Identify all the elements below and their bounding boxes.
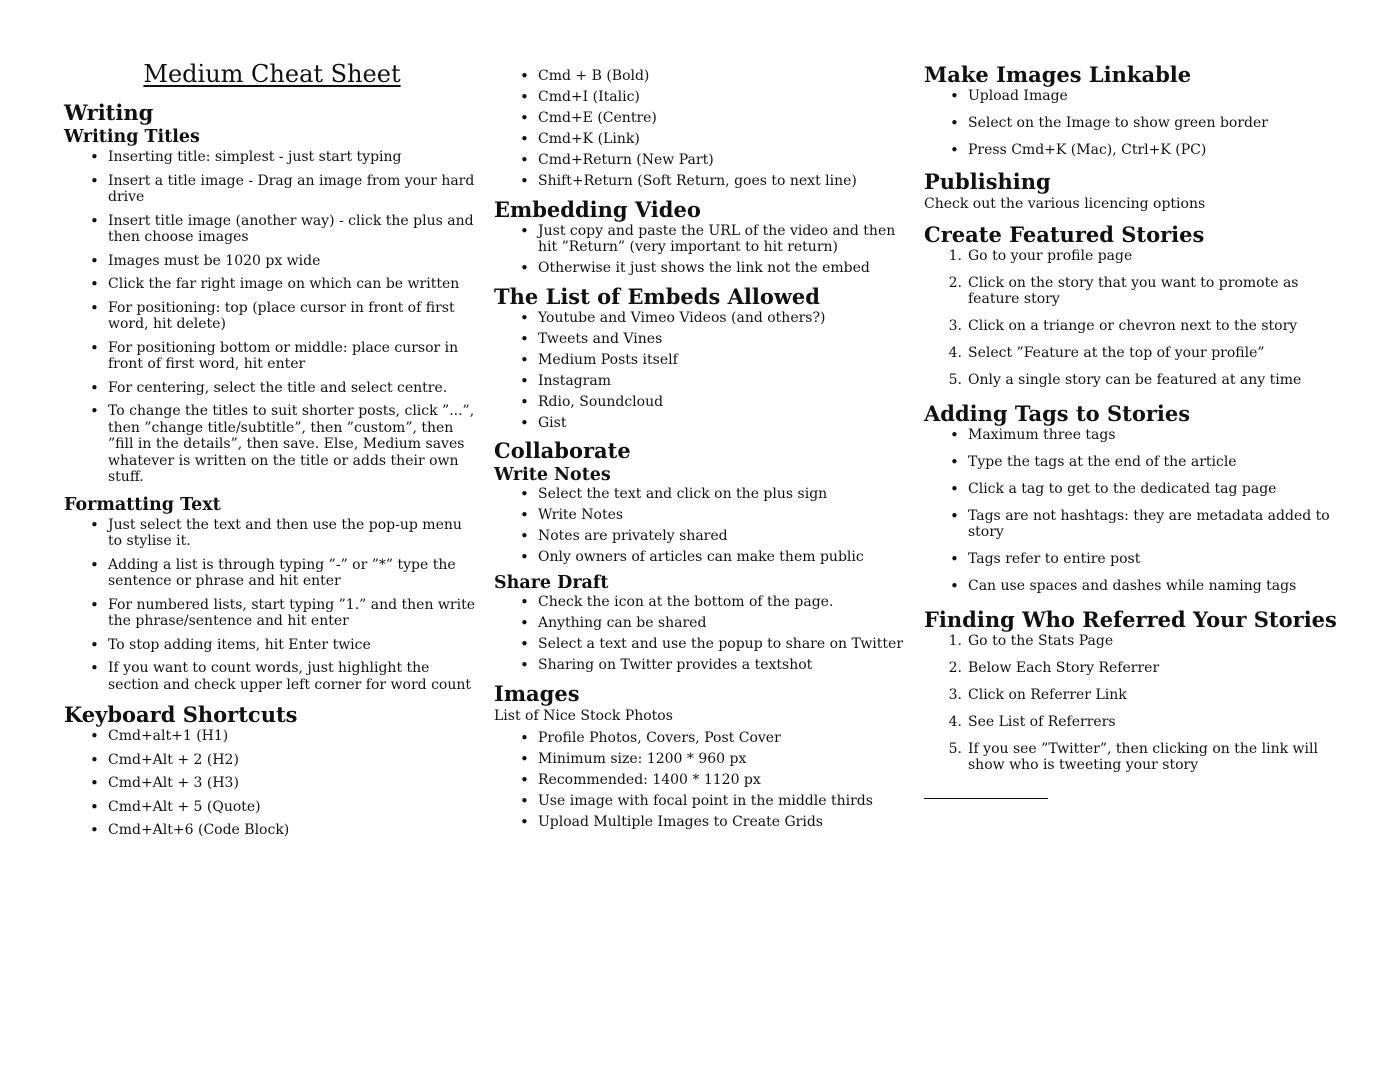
list-item: • Click a tag to get to the dedicated tag page: [924, 481, 1340, 498]
section-heading-embedding-video: Embedding Video: [494, 196, 701, 222]
list-item: • Write Notes: [494, 507, 908, 524]
list-item: • Upload Multiple Images to Create Grids: [494, 814, 908, 831]
list-item: • Youtube and Vimeo Videos (and others?): [494, 310, 908, 327]
section-heading-adding-tags: Adding Tags to Stories: [924, 400, 1191, 426]
list-item: • To change the titles to suit shorter posts, click ”...”, then ”change title/subtitle”, then ”custom”, then ”fill in the details”, then save. Else, Medium saves whatever is written on the title or adds their own stuff.: [64, 403, 480, 486]
subsection-heading-formatting-text: Formatting Text: [64, 494, 221, 515]
subsection-heading-write-notes: Write Notes: [494, 465, 611, 485]
make-images-linkable-list: [924, 88, 1340, 159]
keyboard-shortcuts-list: [64, 728, 480, 839]
list-item: • Click the far right image on which can be written: [64, 276, 480, 293]
list-item: • Recommended: 1400 * 1120 px: [494, 772, 908, 789]
images-list: [494, 730, 908, 831]
list-item: • For centering, select the title and select centre.: [64, 380, 480, 397]
list-item: • Inserting title: simplest - just start typing: [64, 149, 480, 166]
section-heading-make-images-linkable: Make Images Linkable: [924, 62, 1192, 87]
list-item: • Sharing on Twitter provides a textshot: [494, 657, 908, 674]
list-item: See List of Referrers: [968, 713, 1116, 730]
section-heading-images: Images: [494, 681, 580, 706]
embedding-video-list: [494, 223, 908, 277]
list-item: • Profile Photos, Covers, Post Cover: [494, 730, 908, 747]
page-title: Medium Cheat Sheet: [143, 60, 401, 88]
list-item: • Select a text and use the popup to share on Twitter: [494, 636, 908, 653]
list-item: • Medium Posts itself: [494, 352, 908, 369]
list-item: • Insert a title image - Drag an image from your hard drive: [64, 173, 480, 206]
list-item: If you see ”Twitter”, then clicking on the link will show who is tweeting your story: [968, 740, 1318, 773]
write-notes-list: [494, 486, 908, 566]
list-item: • Cmd+E (Centre): [494, 110, 908, 127]
adding-tags-list: [924, 427, 1340, 595]
list-item: • Just copy and paste the URL of the video and then hit ”Return” (very important to hit return): [494, 223, 908, 256]
list-item: • Cmd+alt+1 (H1): [64, 728, 480, 745]
list-item: • Insert title image (another way) - click the plus and then choose images: [64, 213, 480, 246]
column-3: [924, 0, 1340, 799]
list-item: • Shift+Return (Soft Return, goes to next line): [494, 173, 908, 190]
create-featured-stories-list: [924, 248, 1340, 389]
list-item: • Select on the Image to show green border: [924, 115, 1340, 132]
list-item: • Only owners of articles can make them public: [494, 549, 908, 566]
publishing-text: Check out the various licencing options: [924, 195, 1206, 212]
list-item: • Upload Image: [924, 88, 1340, 105]
list-item: • Maximum three tags: [924, 427, 1340, 444]
list-item: • Use image with focal point in the middle thirds: [494, 793, 908, 810]
section-heading-list-of-embeds: The List of Embeds Allowed: [494, 283, 820, 309]
list-item: • For positioning: top (place cursor in front of first word, hit delete): [64, 300, 480, 333]
list-item: Click on Referrer Link: [968, 686, 1127, 703]
list-item: • Minimum size: 1200 * 960 px: [494, 751, 908, 768]
list-item: • Cmd+Alt + 3 (H3): [64, 775, 480, 792]
list-item: • Just select the text and then use the pop-up menu to stylise it.: [64, 517, 480, 550]
list-item: • Anything can be shared: [494, 615, 908, 632]
list-item: • Notes are privately shared: [494, 528, 908, 545]
subsection-heading-writing-titles: Writing Titles: [64, 127, 200, 147]
list-item: • Cmd+Alt + 2 (H2): [64, 752, 480, 769]
keyboard-shortcuts-list-continued: [494, 68, 908, 190]
list-item: • Check the icon at the bottom of the page.: [494, 594, 908, 611]
column-1: [64, 0, 480, 839]
section-heading-publishing: Publishing: [924, 168, 1051, 194]
list-item: • Cmd+Alt+6 (Code Block): [64, 822, 480, 839]
list-item: Go to your profile page: [968, 247, 1133, 264]
list-item: Only a single story can be featured at any time: [968, 372, 1302, 388]
list-item: Click on a triange or chevron next to the story: [968, 318, 1298, 334]
list-item: • Instagram: [494, 373, 908, 390]
list-item: • Cmd+K (Link): [494, 131, 908, 148]
list-item: • If you want to count words, just highlight the section and check upper left corner for word count: [64, 660, 480, 693]
section-heading-writing: Writing: [64, 100, 154, 125]
list-item: • Press Cmd+K (Mac), Ctrl+K (PC): [924, 142, 1340, 159]
list-item: • Rdio, Soundcloud: [494, 394, 908, 411]
list-item: • Images must be 1020 px wide: [64, 253, 480, 270]
section-heading-collaborate: Collaborate: [494, 438, 631, 463]
list-item: Below Each Story Referrer: [968, 659, 1160, 676]
list-item: • Adding a list is through typing ”-” or ”*” type the sentence or phrase and hit enter: [64, 557, 480, 590]
list-item: • Cmd+Return (New Part): [494, 152, 908, 169]
images-intro-text: List of Nice Stock Photos: [494, 708, 673, 724]
list-item: Select ”Feature at the top of your profile”: [968, 345, 1265, 361]
list-item: • Cmd+I (Italic): [494, 89, 908, 106]
footnote-divider: [924, 798, 1048, 799]
embeds-allowed-list: [494, 310, 908, 432]
share-draft-list: [494, 594, 908, 674]
list-item: • Tags refer to entire post: [924, 551, 1340, 568]
list-item: • Select the text and click on the plus sign: [494, 486, 908, 503]
subsection-heading-share-draft: Share Draft: [494, 572, 609, 593]
list-item: • Otherwise it just shows the link not the embed: [494, 260, 908, 277]
list-item: • For positioning bottom or middle: place cursor in front of first word, hit enter: [64, 340, 480, 373]
list-item: • Type the tags at the end of the article: [924, 454, 1340, 471]
column-2: [494, 0, 908, 831]
list-item: Click on the story that you want to promote as feature story: [968, 274, 1299, 307]
list-item: • Can use spaces and dashes while naming tags: [924, 578, 1340, 595]
list-item: • Tweets and Vines: [494, 331, 908, 348]
list-item: • Gist: [494, 415, 908, 432]
section-heading-create-featured-stories: Create Featured Stories: [924, 221, 1205, 247]
list-item: Go to the Stats Page: [968, 632, 1114, 649]
formatting-text-list: [64, 517, 480, 694]
list-item: • Cmd + B (Bold): [494, 68, 908, 85]
list-item: • Tags are not hashtags: they are metadata added to story: [924, 508, 1340, 541]
section-heading-finding-who-referred: Finding Who Referred Your Stories: [924, 606, 1337, 632]
writing-titles-list: [64, 149, 480, 486]
list-item: • Cmd+Alt + 5 (Quote): [64, 799, 480, 816]
section-heading-keyboard-shortcuts: Keyboard Shortcuts: [64, 702, 298, 727]
finding-who-referred-list: [924, 633, 1340, 774]
list-item: • To stop adding items, hit Enter twice: [64, 637, 480, 654]
list-item: • For numbered lists, start typing ”1.” and then write the phrase/sentence and hit enter: [64, 597, 480, 630]
